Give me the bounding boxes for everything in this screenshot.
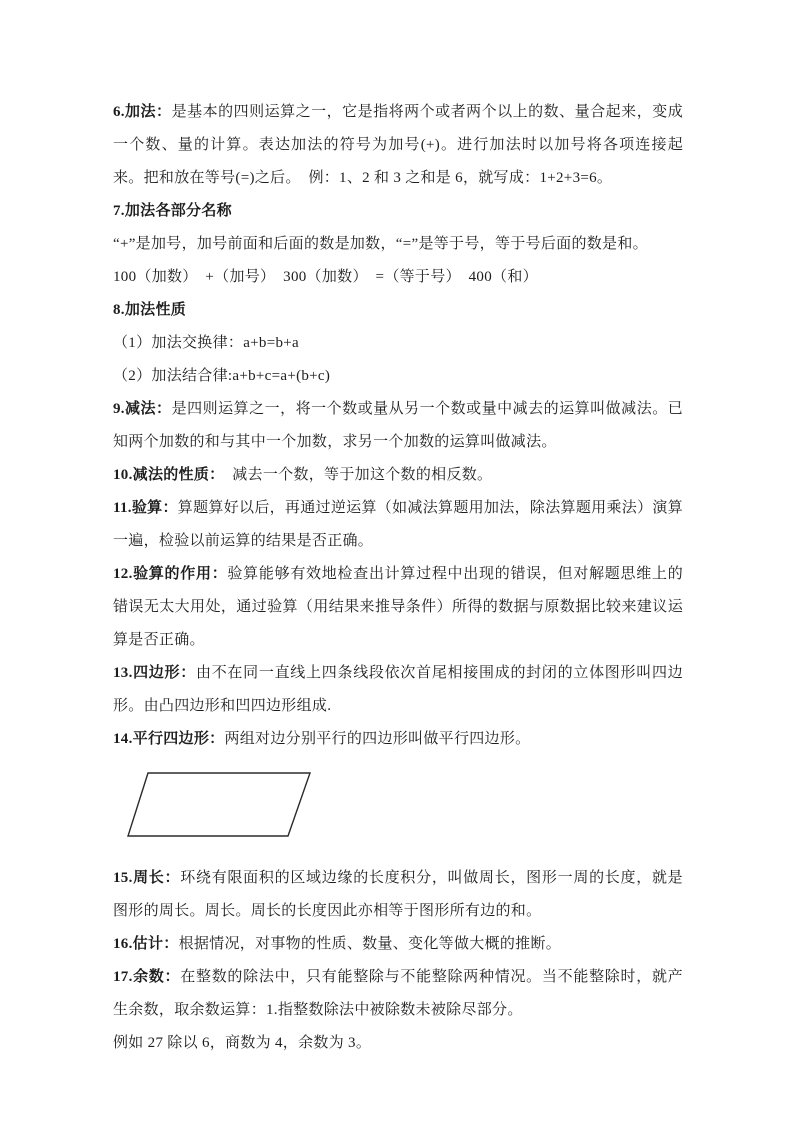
section-14-parallelogram (113, 723, 683, 756)
section-17-term: 17.余数： (113, 969, 181, 985)
section-10-subtraction-property (113, 459, 683, 492)
section-13-text: 由不在同一直线上四条线段依次首尾相接围成的封闭的立体图形叫四边形。由凸四边形和凹四边形组成. (113, 665, 683, 714)
section-7-line-plus-equals (113, 228, 683, 261)
section-7-heading (113, 195, 683, 228)
section-12-text: 验算能够有效地检查出计算过程中出现的错误，但对解题思维上的错误无太大用处，通过验算（用结果来推导条件）所得的数据与原数据比较来建议运算是否正确。 (113, 566, 683, 648)
section-6-addition (113, 96, 683, 195)
section-7-term: 7.加法各部分名称 (113, 203, 232, 219)
section-8-associative-law (113, 360, 683, 393)
section-17-example-line (113, 1027, 683, 1060)
section-11-term: 11.验算： (113, 500, 178, 516)
section-16-estimate (113, 928, 683, 961)
section-10-text: 减去一个数，等于加这个数的相反数。 (216, 467, 493, 483)
section-7-example-line (113, 261, 683, 294)
section-9-term: 9.减法： (113, 401, 172, 417)
section-15-perimeter (113, 862, 683, 928)
section-8-commutative-text: （1）加法交换律：a+b=b+a (113, 335, 299, 351)
section-7-line-text: “+”是加号，加号前面和后面的数是加数，“=”是等于号，等于号后面的数是和。 (113, 236, 648, 252)
section-15-text: 环绕有限面积的区域边缘的长度积分，叫做周长，图形一周的长度，就是图形的周长。周长。周长的长度因此亦相等于图形所有边的和。 (113, 870, 683, 919)
section-14-text: 两组对边分别平行的四边形叫做平行四边形。 (224, 731, 531, 747)
section-8-term: 8.加法性质 (113, 302, 187, 318)
section-8-associative-text: （2）加法结合律:a+b+c=a+(b+c) (113, 368, 331, 384)
section-14-term: 14.平行四边形： (113, 731, 225, 747)
section-6-text: 是基本的四则运算之一，它是指将两个或者两个以上的数、量合起来，变成一个数、量的计算。表达加法的符号为加号(+)。进行加法时以加号将各项连接起来。把和放在等号(=)之后。 例：1、2 和 3 之和是 6，就写成：1+2+3=6。 (113, 104, 683, 186)
parallelogram-shape (128, 773, 310, 836)
section-10-term: 10.减法的性质： (113, 467, 217, 483)
section-15-term: 15.周长： (113, 870, 181, 886)
section-6-term: 6.加法： (113, 104, 172, 120)
section-13-quadrilateral (113, 657, 683, 723)
section-9-text: 是四则运算之一，将一个数或量从另一个数或量中减去的运算叫做减法。已知两个加数的和与其中一个加数，求另一个加数的运算叫做减法。 (113, 401, 683, 450)
section-16-text: 根据情况，对事物的性质、数量、变化等做大概的推断。 (178, 936, 562, 952)
section-11-text: 算题算好以后，再通过逆运算（如减法算题用加法，除法算题用乘法）演算一遍，检验以前运算的结果是否正确。 (113, 500, 683, 549)
section-13-term: 13.四边形： (113, 665, 196, 681)
section-17-text: 在整数的除法中，只有能整除与不能整除两种情况。当不能整除时，就产生余数，取余数运算：1.指整数除法中被除数未被除尽部分。 (113, 969, 683, 1018)
parallelogram-drawing (113, 772, 333, 838)
section-17-remainder (113, 961, 683, 1027)
section-8-heading (113, 294, 683, 327)
section-17-example-text: 例如 27 除以 6，商数为 4，余数为 3。 (113, 1035, 372, 1051)
section-9-subtraction (113, 393, 683, 459)
section-7-example-text: 100（加数） +（加号） 300（加数） =（等于号） 400（和） (113, 269, 538, 285)
section-12-checking-purpose (113, 558, 683, 657)
parallelogram-figure (113, 772, 683, 838)
section-11-checking (113, 492, 683, 558)
section-12-term: 12.验算的作用： (113, 566, 228, 582)
section-16-term: 16.估计： (113, 936, 179, 952)
section-8-commutative-law (113, 327, 683, 360)
